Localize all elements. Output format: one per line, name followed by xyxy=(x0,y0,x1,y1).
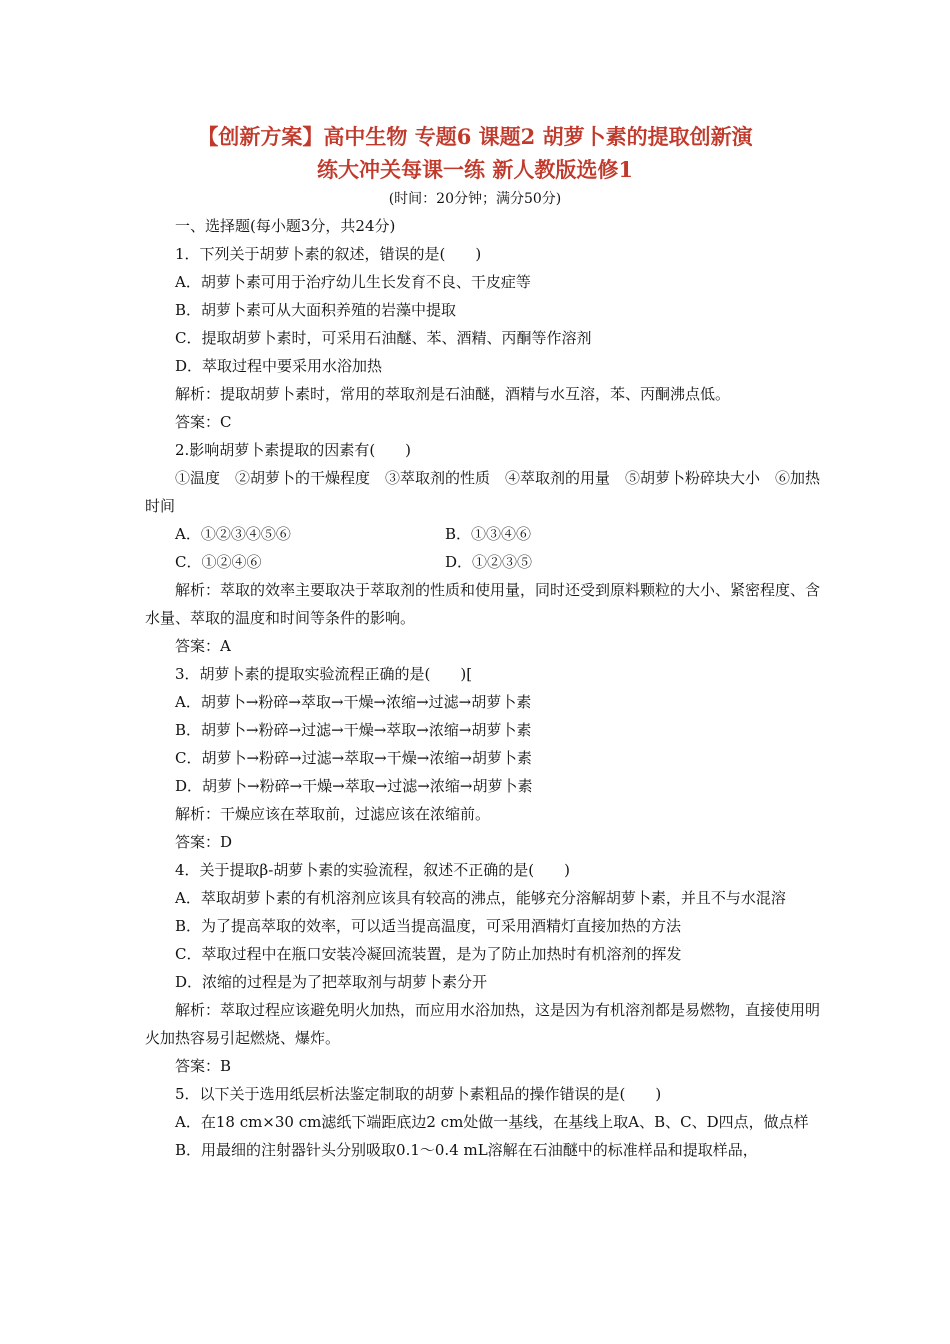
question-2: 2.影响胡萝卜素提取的因素有( ) xyxy=(175,441,412,459)
q4-option-c: C．萃取过程中在瓶口安装冷凝回流装置，是为了防止加热时有机溶剂的挥发 xyxy=(175,945,682,963)
q4-explanation: 解析：萃取过程应该避免明火加热，而应用水浴加热，这是因为有机溶剂都是易燃物，直接使用明火加热容易引起燃烧、爆炸。 xyxy=(145,1001,821,1047)
question-3: 3．胡萝卜素的提取实验流程正确的是( )[ xyxy=(175,665,473,683)
question-1: 1．下列关于胡萝卜素的叙述，错误的是( ) xyxy=(175,245,482,263)
q2-option-a: A．①②③④⑤⑥ xyxy=(175,525,291,543)
q2-options-row-1 xyxy=(145,520,821,548)
q2-options-row-2 xyxy=(145,548,821,576)
q3-option-c: C．胡萝卜→粉碎→过滤→萃取→干燥→浓缩→胡萝卜素 xyxy=(175,749,532,767)
q1-option-c: C．提取胡萝卜素时，可采用石油醚、苯、酒精、丙酮等作溶剂 xyxy=(175,329,592,347)
q5-option-b: B．用最细的注射器针头分别吸取0.1～0.4 mL溶解在石油醚中的标准样品和提取样品， xyxy=(175,1141,758,1159)
q3-option-b: B．胡萝卜→粉碎→过滤→干燥→萃取→浓缩→胡萝卜素 xyxy=(175,721,532,739)
q2-answer: 答案：A xyxy=(175,637,231,655)
section-heading: 一、选择题(每小题3分，共24分) xyxy=(175,217,396,235)
q4-option-d: D．浓缩的过程是为了把萃取剂与胡萝卜素分开 xyxy=(175,973,488,991)
title-line-1: 【创新方案】高中生物 专题6 课题2 胡萝卜素的提取创新演 xyxy=(197,124,753,149)
q4-option-a: A．萃取胡萝卜素的有机溶剂应该具有较高的沸点，能够充分溶解胡萝卜素，并且不与水混溶 xyxy=(175,889,786,907)
q5-option-a: A．在18 cm×30 cm滤纸下端距底边2 cm处做一基线，在基线上取A、B、C、D四点，做点样 xyxy=(175,1113,809,1131)
q4-answer: 答案：B xyxy=(175,1057,232,1075)
q1-option-d: D．萃取过程中要采用水浴加热 xyxy=(175,357,383,375)
q2-option-c: C．①②④⑥ xyxy=(175,553,262,571)
question-4: 4．关于提取β-胡萝卜素的实验流程，叙述不正确的是( ) xyxy=(175,861,570,879)
q1-explanation: 解析：提取胡萝卜素时，常用的萃取剂是石油醚，酒精与水互溶，苯、丙酮沸点低。 xyxy=(175,385,731,403)
title-line-2: 练大冲关每课一练 新人教版选修1 xyxy=(317,157,633,182)
q1-answer: 答案：C xyxy=(175,413,232,431)
question-5: 5．以下关于选用纸层析法鉴定制取的胡萝卜素粗品的操作错误的是( ) xyxy=(175,1085,662,1103)
q1-option-b: B．胡萝卜素可从大面积养殖的岩藻中提取 xyxy=(175,301,457,319)
q3-option-a: A．胡萝卜→粉碎→萃取→干燥→浓缩→过滤→胡萝卜素 xyxy=(175,693,532,711)
q2-option-b: B．①③④⑥ xyxy=(445,525,532,543)
q1-option-a: A．胡萝卜素可用于治疗幼儿生长发育不良、干皮症等 xyxy=(175,273,531,291)
time-score-info: (时间：20分钟；满分50分) xyxy=(388,191,562,207)
q2-explanation: 解析：萃取的效率主要取决于萃取剂的性质和使用量，同时还受到原料颗粒的大小、紧密程度、含水量、萃取的温度和时间等条件的影响。 xyxy=(145,581,821,627)
q2-option-d: D．①②③⑤ xyxy=(445,553,533,571)
document-body xyxy=(145,212,821,1164)
q4-option-b: B．为了提高萃取的效率，可以适当提高温度，可采用酒精灯直接加热的方法 xyxy=(175,917,682,935)
q3-option-d: D．胡萝卜→粉碎→干燥→萃取→过滤→浓缩→胡萝卜素 xyxy=(175,777,533,795)
q2-factors: ①温度 ②胡萝卜的干燥程度 ③萃取剂的性质 ④萃取剂的用量 ⑤胡萝卜粉碎块大小 ⑥加热时间 xyxy=(145,469,821,515)
q3-answer: 答案：D xyxy=(175,833,233,851)
q3-explanation: 解析：干燥应该在萃取前，过滤应该在浓缩前。 xyxy=(175,805,491,823)
